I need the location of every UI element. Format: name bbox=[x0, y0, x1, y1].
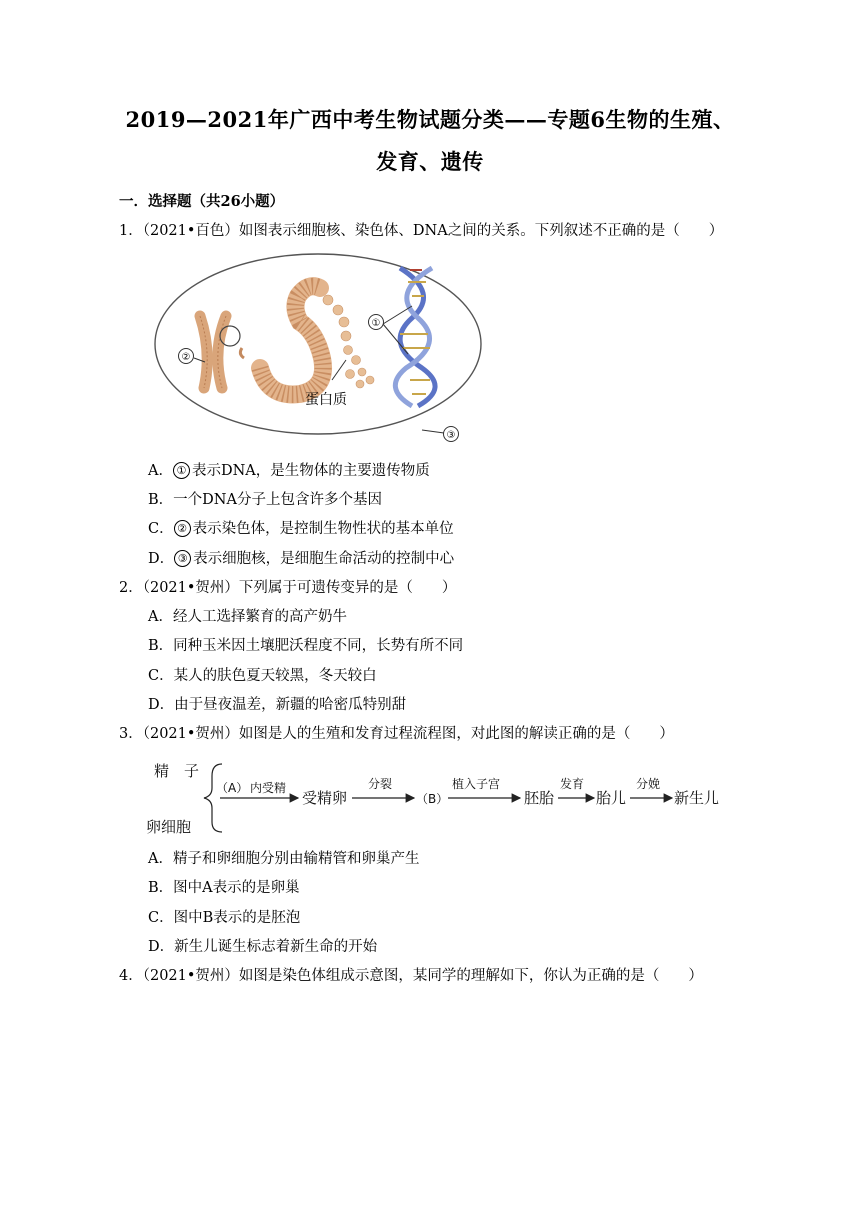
flow-newborn: 新生儿 bbox=[674, 789, 720, 807]
q3-option-d: D．新生儿诞生标志着新生命的开始 bbox=[148, 939, 378, 955]
flow-implant: 植入子宫 bbox=[452, 777, 501, 791]
flow-fetus: 胎儿 bbox=[596, 789, 627, 807]
q1-option-c: C． ② 表示染色体，是控制生物性状的基本单位 bbox=[148, 521, 454, 537]
doc-title-line2: 发育、遗传 bbox=[376, 149, 484, 174]
flow-a: （A） bbox=[216, 781, 249, 795]
circled-number: ③ bbox=[174, 550, 191, 567]
doc-title-line1: 2019—2021年广西中考生物试题分类——专题6生物的生殖、 bbox=[125, 107, 735, 132]
q1-option-b: B．一个DNA分子上包含许多个基因 bbox=[148, 492, 382, 508]
question-2-stem: 2．（2021•贺州）下列属于可遗传变异的是（ ） bbox=[119, 580, 457, 596]
flow-sperm: 精 子 bbox=[154, 762, 200, 780]
q3-option-b: B．图中A表示的是卵巢 bbox=[148, 880, 300, 896]
q2-option-d: D．由于昼夜温差，新疆的哈密瓜特别甜 bbox=[148, 697, 407, 713]
question-3-stem: 3．（2021•贺州）如图是人的生殖和发育过程流程图，对此图的解读正确的是（ ） bbox=[119, 726, 674, 742]
reproduction-flowchart bbox=[140, 752, 740, 846]
flow-develop: 发育 bbox=[560, 777, 585, 791]
flow-birth: 分娩 bbox=[636, 777, 661, 791]
flow-split: 分裂 bbox=[368, 777, 393, 791]
q2-option-c: C．某人的肤色夏天较黑，冬天较白 bbox=[148, 668, 377, 684]
flow-zygote: 受精卵 bbox=[302, 789, 348, 807]
q1-option-a: A． ① 表示DNA，是生物体的主要遗传物质 bbox=[148, 463, 430, 479]
flow-b: （B） bbox=[416, 792, 449, 806]
q1-option-d: D． ③ 表示细胞核，是细胞生命活动的控制中心 bbox=[148, 551, 455, 567]
flow-embryo: 胚胎 bbox=[524, 789, 555, 807]
flow-egg: 卵细胞 bbox=[146, 818, 192, 836]
label-1: ① bbox=[371, 318, 381, 329]
q3-option-a: A．精子和卵细胞分别由输精管和卵巢产生 bbox=[148, 851, 420, 867]
chromosome-dna-diagram bbox=[150, 248, 490, 448]
section-heading: 一．选择题（共26小题） bbox=[119, 193, 285, 210]
brace bbox=[204, 764, 222, 832]
q2-option-b: B．同种玉米因土壤肥沃程度不同，长势有所不同 bbox=[148, 638, 464, 654]
flow-fert: 内受精 bbox=[250, 781, 287, 795]
circled-number: ② bbox=[174, 520, 191, 537]
question-4-stem: 4．（2021•贺州）如图是染色体组成示意图，某同学的理解如下，你认为正确的是（ ） bbox=[119, 968, 703, 984]
q2-option-a: A．经人工选择繁育的高产奶牛 bbox=[148, 609, 347, 625]
label-3: ③ bbox=[446, 430, 456, 441]
q3-option-c: C．图中B表示的是胚泡 bbox=[148, 910, 301, 926]
label-2: ② bbox=[181, 352, 191, 363]
question-1-stem: 1．（2021•百色）如图表示细胞核、染色体、DNA之间的关系。下列叙述不正确的是（ ） bbox=[119, 223, 724, 239]
label-protein: 蛋白质 bbox=[305, 392, 347, 408]
circled-number: ① bbox=[173, 462, 190, 479]
cell-nucleus-figure bbox=[150, 248, 490, 452]
